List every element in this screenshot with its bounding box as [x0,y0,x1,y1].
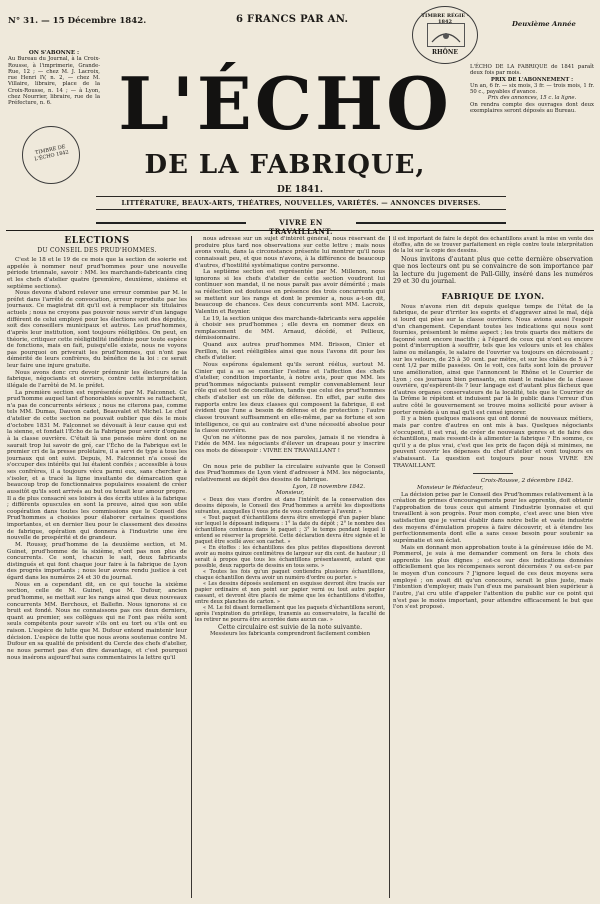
subscribe-left-box [8,50,100,107]
article-paragraph: C'est le 18 et le 19 de ce mois que la section de soierie est appelée à nommer neuf prud'hommes pour une nouvelle période triennale, savoir : MM. les marchands-fabricants cinq et les chefs d'atelier quatre (première, deuxième, sixième et septième sections). [7,257,187,290]
column-2 [195,236,385,900]
article-paragraph: nous adresse sur un sujet d'intérêt général, nous réservant de produire plus tard nos observations sur cette lettre ; mais nous avons voulu, dans la circonstance présente lui montrer qu'il nous connaissait peu, et que nous n'avons, à la différence de beaucoup d'autres, d'hostilité systématique contre personne. [195,236,385,269]
stamp-left-text: TIMBRE DE L'ÉCHO 1842 [33,143,70,163]
column-1 [7,236,187,900]
article-paragraph: Nous espérons également qu'ils seront réélus, surtout M. Cinier qui a su se concilier l'estime et l'affection des chefs d'atelier, condition importante, à notre avis, pour que MM. les prud'hommes négociants puissent remplir convenablement leur rôle qui est tout de conciliation, tandis que celui des prud'hommes chefs d'atelier est un rôle de défense. En effet, par suite des rapports entre les deux classes qui composent la fabrique, il est évident que l'une a besoin de défense et de protection ; l'autre classe trouvant suffisamment en elle-même, par sa fortune et son intelligence, ce qui au contraire est d'une nécessité absolue pour la classe ouvrière. [195,361,385,435]
column-3 [393,236,593,900]
year-label: Deuxième Année [512,20,576,28]
article-paragraph: Nous devons d'abord relever une erreur commise par M. le préfet dans l'arrêté de convocation, erreur reproduite par les journaux. Ce magistrat dit qu'il est à remplacer six titulaires actuels ; nous ne croyons pas pouvoir nous servir d'un langage différent de celui employé pour les élections soit des députés, soit des conseillers municipaux et autres. Les prud'hommes, d'après leur institution, sont toujours rééligibles. On peut, en théorie, critiquer cette rééligibilité indéfinie pour toute espèce de fonctions, mais en fait, puisqu'elle existe, nous ne voyons pas pourquoi on priverait les prud'hommes, qui n'ont pas démérité de leurs confrères, du bénéfice de la loi : ce serait leur faire une injure gratuite. [7,290,187,369]
circular-quote: « Les dessins déposés seulement en esquisse devront être tracés sur papier ordinaire et non point sur papier verni ou tout autre papier cassant, et devront être placés de même que les échantillons d'étoffes, entre deux planches de carton. » [195,580,385,605]
letter-date: Croix-Rousse, 2 décembre 1842. [480,478,573,485]
masthead-topics: LITTÉRATURE, BEAUX-ARTS, THÉATRES, NOUVELLES, VARIÉTÉS. — ANNONCES DIVERSES. [121,199,481,207]
stamp-emblem-icon [427,23,465,47]
article-paragraph: Quand aux autres prud'hommes MM. Brisson, Cinier et Perillon, ils sont rééligibles ainsi que nous l'avons dit pour les chefs d'atelier. [195,342,385,362]
invite-paragraph: Nous invitons d'autant plus que cette dernière observation que nos lecteurs ont pu se convaincre de son importance par la lecture du jugement de Pall-Gilly, inséré dans les numéros 29 et 30 du journal. [393,256,593,286]
letter-paragraph: La décision prise par le Conseil des Prud'hommes relativement à la création de primes d'encouragements pour les apprentis, doit obtenir l'approbation de tous ceux qui aiment l'industrie lyonnaise et qui travaillent à son progrès. Pour mon compte, c'est avec une bien vive satisfaction que je verrai établir dans notre belle et vaste industrie des moyens d'émulation propres à faire découvrir, et à étendre les perfectionnements dont elle a sans cesse besoin pour soutenir sa suprématie et son éclat. [393,491,593,544]
stamp-right-top-text: TIMBRE RÉGIE · 1842 [421,13,469,25]
column-3-top: il est important de faire le dépôt des échantillons avant la mise en vente des étoffes, afin de se trouver parfaitement en règle contre toute interprétation de la loi sur la copie des dessins. [393,236,593,254]
motto-band [96,218,506,236]
circular-quote: « M. Le fol disant formellement que les paquets d'échantillons seront, après l'expiration du privilège, transmis au conservatoire, la faculté de les retirer ne pourra être accordée dans aucun cas. » [195,604,385,623]
subscription-price: 6 FRANCS PAR AN. [236,14,349,25]
rule-topics-bottom [96,209,506,210]
article-paragraph: Nous en a cependant dit, en ce qui touche la sixième section, celle de M. Guinet, que M. Dufour, ancien prud'homme, se mettait sur les rangs ainsi que deux nouveaux concurrents MM. Berchoux, et Ballefin. Nous ignorons si ce bruit est fondé. Nous ne connaissons pas ces deux derniers, quant au premier, ses collègues qui ne l'ont pas réélu sont seuls compétents pour savoir s'ils ont eu tort ou s'ils ont eu raison. L'espèce de lutte que M. Dufour entend maintenir leur décision. L'espèce de lutte que nous avons soutenue contre M. Dufour en sa qualité de président du Cercle des chefs d'atelier, ne nous permet pas d'en dire davantage, et c'est pourquoi nous insérons aujourd'hui sans commentaires la lettre qu'il [7,581,187,661]
subscribe-left-text: Au Bureau du Journal, à la Croix-Rousse, à l'imprimerie, Grande-Rue, 12 ; — chez M. J. Lacroix, rue Henri IV, n. 2, — chez M. Villaire, libraire, place de la Croix-Rousse, n. 14 ; — à Lyon, chez Nourrier, libraire, rue de la Préfecture, n. 6. [8,56,100,107]
issue-number: N° 31. — 15 Décembre 1842. [8,16,147,26]
letter-paragraph: Mais en donnant mon approbation toute à la généreuse idée de M. Pommerol, je suis à me demander comment on fera le choix des apprentis les plus dignes ; est-ce sur des indications données officiellement que les récompenses seront décernées ? ou est-ce par le moyen d'un concours ? J'ignore lequel de ces deux moyens sera employé ; on avait dit qu'un concours, serait le plus juste, mais l'intention d'employer, mais l'un d'eux me paraissant bien supérieur à l'autre, j'ai cru utile d'appeler l'attention du public sur ce point qui n'est pas le moins important, pour attendre efficacement le but que l'on s'est proposé. [393,544,593,611]
column-rule-1 [191,236,192,898]
article-paragraph: La septième section est représentée par M. Millenon, nous ignorons si les chefs d'atelier de cette section voudront lui continuer son mandat, il ne nous paraît pas avoir démérité ; mais sa réélection est douteuse en présence des trois concurrents qui se mettent sur les rangs et dont le premier a, nous a-t-on dit, beaucoup de chances. Ces deux concurrents sont MM. Lacroix, Valentin et Reynier. [195,269,385,315]
postal-stamp-left [22,126,80,184]
circular-quote: « Tout paquet d'échantillons devra être enveloppé d'un papier blanc sur lequel le déposant indiquera : 1° la date du dépôt ; 2° le nombre des échantillons contenus dans le paquet ; 3° le temps pendant lequel il entend se réserver la propriété. Cette déclaration devra être signée et le paquet être scellé avec son cachet. » [195,514,385,545]
subscribe-right-prices: Un an, 6 fr. — six mois, 3 fr. — trois mois, 1 fr. 50 c., payables d'avance. [470,82,594,96]
circular-salutation: Monsieur, [275,490,305,497]
letter-salutation: Monsieur le Rédacteur, [417,484,484,491]
stamp-right-bottom-text: RHÔNE [432,49,458,56]
article-paragraph: Nous n'avons rien dit depuis quelque temps de l'état de la fabrique, de peur d'irriter les esprits et d'aggraver ainsi le mal, déjà si lourd qui pèse sur la classe ouvrière. Nous avions aussi l'espoir d'un changement. Cependant toutes les indications qui nous sont fournies, présentent le même aspect ; les trois quarts des métiers de façonné sont encore inactifs ; à l'égard de ceux qui n'ont eu encore point d'interruption à souffrir, tels que les velours unis et les châles laine ou mélangés, le salaire de l'ouvrier va toujours en décroissant ; sur les velours, de 25 à 30 cent. par mètre, et sur les châles de 5 à 7 cent 1/2 par mille passées. On le voit, ces faits sont loin de prouver une amélioration, ainsi que l'annoncent le Rhône et le Courrier de Lyon ; ces journaux bien pensants, en niant le malaise de la classe ouvrière, qu'espèrent-ils ? leur langage est d'autant plus fâcheux que d'autres organes conservateurs de la localité, tels que le Courrier de la Drôme le répètent et induisent par là le public dans l'erreur d'un autre côté le gouvernement se trouve moins sollicité pour aviser à porter remède à un mal qu'il est censé ignorer. [393,303,593,416]
subscribe-right-intro: L'ÉCHO DE LA FABRIQUE de 1841 paraît deux fois par mois. [470,64,594,77]
circular-footer-line: Messieurs les fabricants comprendront facilement combien [210,631,370,638]
rule-topics-top [96,196,506,197]
subscribe-right-box [470,64,594,114]
elections-subtitle: DU CONSEIL DES PRUD'HOMMES. [37,247,157,254]
article-paragraph: M. Roussy, prud'homme de la deuxième section, et M. Guinet, prud'homme de la sixième, n'ont pas non plus de concurrents. Ce sont, chacun le sait, deux fabricants distingués et qui font chaque jour faire à la fabrique de Lyon des progrès importants ; nous leur avons rendu justice à cet égard dans les numéros 24 et 30 du journal. [7,541,187,581]
subscribe-right-insertion: Prix des annonces, 15 c. la ligne. [487,95,577,102]
circular-footer-title: Cette circulaire est suivie de la note suivante. [217,623,363,631]
subscribe-left-heading: ON S'ABONNE : [28,50,80,56]
masthead-founded: DE 1841. [277,185,323,195]
circular-quote: « Toutes les fois qu'un paquet contiendra plusieurs échantillons, chaque échantillon devra avoir un numéro d'ordre ou porter. » [195,568,385,581]
article-paragraph: La première section est représentée par M. Falconnet. Ce prud'homme auquel tant d'honorables souvenirs se rattachent, n'a pas de concurrents sérieux ; nous ne citerons pas, comme tels MM. Dumas, Dauvon cadet, Beauvalet et Michel. Le chef d'atelier de cette section ne pouvait oublier que dès le mois d'octobre 1831 M. Falconnet se dévouait à leur cause qui est la sienne, et fondait l'Écho de la Fabrique pour servir d'organe à la classe ouvrière. C'était là une pensée mère dont on ne saurait trop lui savoir de gré, car l'Écho de la Fabrique est le premier cri de la presse prolétaire, il a servi de type à tous les journaux qui ont suivi. Depuis, M. Falconnet n'a cessé de s'occuper des intérêts qui lui étaient confiés ; accessible à tous ses confrères, il a toujours vécu parmi eux, sans chercher à s'isoler, et a tracé la ligne insultante de démarcation que beaucoup trop de fonctionnaires populaires essaient de créer aussitôt qu'ils sont arrivés au but ou tenait leur amour propre. Il a de plus consacré ses loisirs à des écrits utiles à la fabrique ; différents opuscules en sont la preuve, ainsi que son utile coopération dans toutes les commissions que le Conseil des Prud'hommes a choisies pour élaborer certaines questions importantes, et en dernier lieu pour le classement des dessins de fabrique, opération qui donnera à l'industrie une ère nouvelle de prospérité et de grandeur. [7,389,187,542]
elections-title: ÉLECTIONS [64,236,130,246]
subscribe-right-heading: PRIX DE L'ABONNEMENT : [490,76,574,83]
subscribe-right-note: On rendra compte des ouvrages dont deux exemplaires seront déposés au Bureau. [470,101,594,115]
article-paragraph: Il y a bien quelques maisons qui ont donné de nouveaux métiers, mais par contre d'autres en ont mis à bas. Quelques négociants s'occupent, il est vrai, de créer de nouveaux genres et de faire des échantillons, mais ressent-ils à alimenter la fabrique ? En somme, ce qu'il y a de plus vrai, c'est que les prix de façon déjà si minimes, ne peuvent couvrir les dépenses du chef d'atelier et vont toujours en s'abaissant. La question est toujours pour nous VIVRE EN TRAVAILLANT. [393,416,593,469]
masthead-subtitle: DE LA FABRIQUE, [144,150,426,180]
circular-quote: « Deux des vues d'ordre et dans l'intérêt de la conservation des dessins déposés, le Conseil des Prud'hommes a arrêté les dispositions suivantes, auxquelles il vous prie de vous conformer à l'avenir. » [195,496,385,515]
motto: VIVRE EN TRAVAILLANT. [269,218,333,236]
article-paragraph: Le 19, la section unique des marchands-fabricants sera appelée à choisir ses prud'hommes ; elle devra en nommer deux en remplacement de MM. Arnaud, décédé, et Pellieux, démissionnaire. [195,315,385,342]
circular-notice: On nous prie de publier la circulaire suivante que le Conseil des Prud'hommes de Lyon vient d'adresser à MM. les négociants, relativement au dépôt des dessins de fabrique. [195,463,385,483]
postal-stamp-right [412,6,478,64]
circular-quote: « En étoffes : les échantillons des plus petites dispositions devront avoir au moins quinze centimètres de largeur sur dix cent. de hauteur ; il serait à propos que tous les échantillons présentassent, autant que possible, deux rapports de dessins en tous sens. » [195,544,385,569]
article-paragraph: Qu'on ne s'étonne pas de nos paroles, jamais il ne viendra à l'idée de MM. les négociants d'élever un drapeau pour y inscrire ces mots de désespoir : VIVRE EN TRAVAILLANT ! [195,434,385,454]
masthead-title: L'ÉCHO [118,61,452,146]
fabrique-title: FABRIQUE DE LYON. [441,290,545,301]
article-paragraph: Nous avons donc cru devoir prémunir les électeurs de la fabrique, négociants et ouvriers, contre cette interprétation illégale de l'arrêté de M. le préfet. [7,369,187,389]
column-rule-2 [389,236,390,898]
rule-header-bottom [6,230,594,231]
circular-dateline: Lyon, 18 novembre 1842. [292,483,365,490]
